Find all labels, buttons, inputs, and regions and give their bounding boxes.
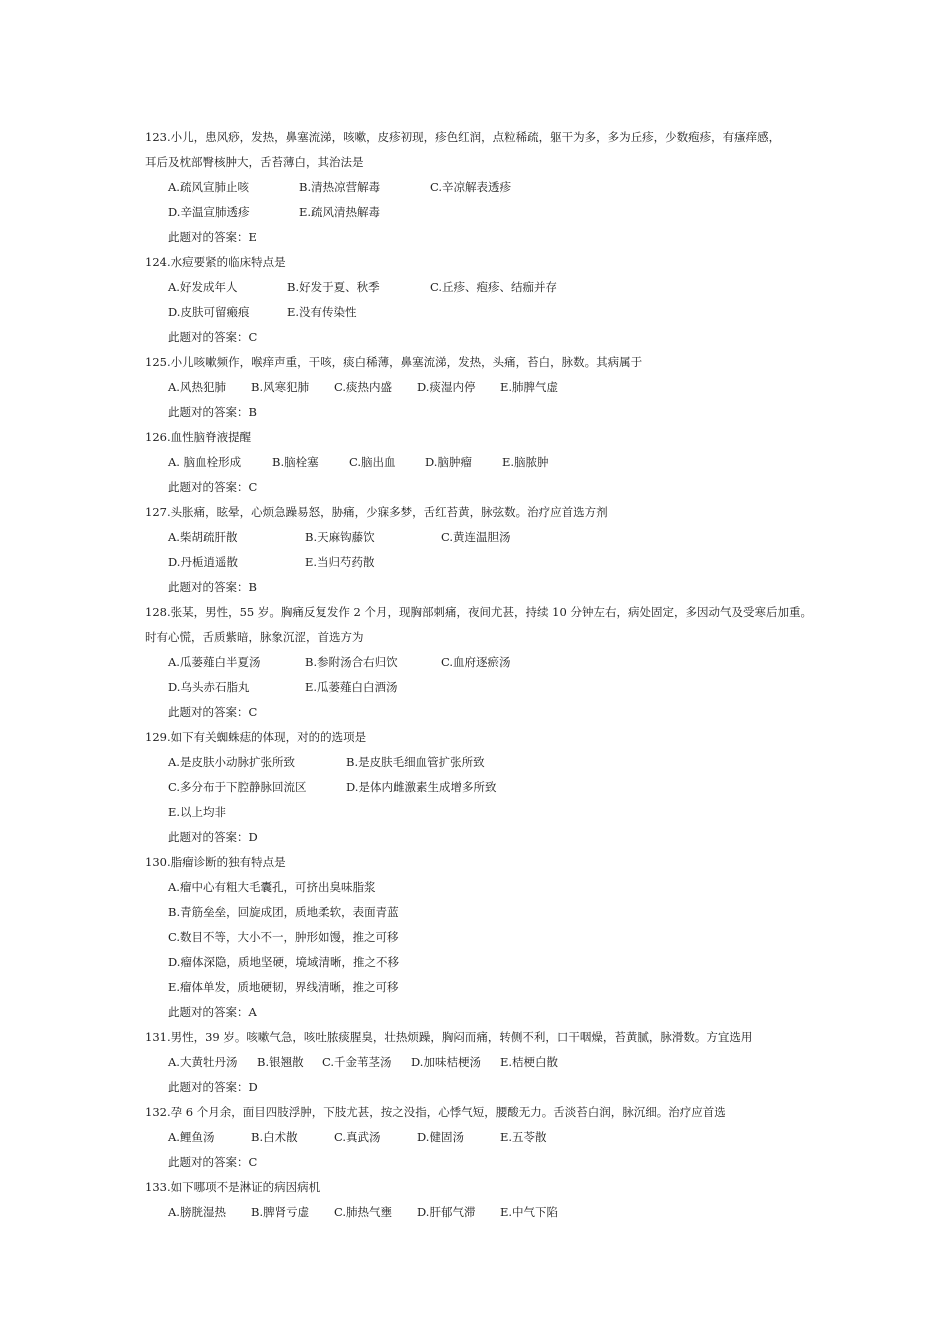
question-stem: 128.张某，男性，55 岁。胸痛反复发作 2 个月，现胸部刺痛，夜间尤甚，持续 10 分钟左右，病处固定，多因动气及受寒后加重。 (145, 605, 812, 619)
question-stem: 132.孕 6 个月余，面目四肢浮肿，下肢尤甚，按之没指，心悸气短，腰酸无力。舌淡苔白润，脉沉细。治疗应首选 (145, 1105, 726, 1119)
question-stem: 131.男性，39 岁。咳嗽气急，咳吐脓痰腥臭，壮热烦躁，胸闷而痛，转侧不利，口干咽燥，苔黄腻，脉滑数。方宜选用 (145, 1030, 753, 1044)
option: A.大黄牡丹汤 (168, 1055, 238, 1069)
question-stem: 130.脂瘤诊断的独有特点是 (145, 855, 286, 869)
option: D.健固汤 (417, 1130, 464, 1144)
option: A.风热犯肺 (168, 380, 226, 394)
option: A. 脑血栓形成 (168, 455, 242, 469)
option: D.脑肿瘤 (425, 455, 472, 469)
question-stem: 124.水痘要紧的临床特点是 (145, 255, 286, 269)
option: B.天麻钩藤饮 (305, 530, 375, 544)
option: C.黄连温胆汤 (441, 530, 511, 544)
option: E.当归芍药散 (305, 555, 375, 569)
option: A.瘤中心有粗大毛囊孔，可挤出臭味脂浆 (168, 880, 376, 894)
option: B.好发于夏、秋季 (287, 280, 380, 294)
option: B.银翘散 (257, 1055, 304, 1069)
question-stem: 耳后及枕部臀核肿大，舌苔薄白，其治法是 (145, 155, 364, 169)
answer-line: 此题对的答案：C (168, 480, 258, 494)
option: B.参附汤合右归饮 (305, 655, 398, 669)
question-stem: 133.如下哪项不是淋证的病因病机 (145, 1180, 321, 1194)
question-stem: 126.血性脑脊液提醒 (145, 430, 252, 444)
option: E.疏风清热解毒 (299, 205, 381, 219)
option: C.脑出血 (349, 455, 396, 469)
option: E.脑脓肿 (502, 455, 549, 469)
option: C.辛凉解表透疹 (430, 180, 512, 194)
option: B.清热凉营解毒 (299, 180, 381, 194)
answer-line: 此题对的答案：D (168, 830, 258, 844)
option: E.中气下陷 (500, 1205, 559, 1219)
answer-line: 此题对的答案：B (168, 405, 257, 419)
option: D.痰湿内停 (417, 380, 476, 394)
option: D.瘤体深隐，质地坚硬，境域清晰，推之不移 (168, 955, 399, 969)
option: E.以上均非 (168, 805, 227, 819)
question-stem: 时有心慌，舌质紫暗，脉象沉涩，首选方为 (145, 630, 364, 644)
option: D.肝郁气滞 (417, 1205, 476, 1219)
option: C.真武汤 (334, 1130, 381, 1144)
option: D.皮肤可留瘢痕 (168, 305, 250, 319)
option: E.瓜蒌薤白白酒汤 (305, 680, 398, 694)
option: C.痰热内盛 (334, 380, 393, 394)
option: B.白术散 (251, 1130, 298, 1144)
option: A.鲤鱼汤 (168, 1130, 215, 1144)
answer-line: 此题对的答案：B (168, 580, 257, 594)
answer-line: 此题对的答案：D (168, 1080, 258, 1094)
option: E.五苓散 (500, 1130, 547, 1144)
option: C.肺热气壅 (334, 1205, 393, 1219)
option: D.乌头赤石脂丸 (168, 680, 250, 694)
option: A.柴胡疏肝散 (168, 530, 238, 544)
option: E.桔梗白散 (500, 1055, 559, 1069)
option: E.瘤体单发，质地硬韧，界线清晰，推之可移 (168, 980, 399, 994)
option: B.风寒犯肺 (251, 380, 310, 394)
option: D.辛温宣肺透疹 (168, 205, 250, 219)
option: B.脑栓塞 (272, 455, 319, 469)
question-stem: 127.头胀痛，眩晕，心烦急躁易怒，胁痛，少寐多梦，舌红苔黄，脉弦数。治疗应首选方剂 (145, 505, 608, 519)
answer-line: 此题对的答案：E (168, 230, 257, 244)
option: A.瓜蒌薤白半夏汤 (168, 655, 261, 669)
option: B.青筋垒垒，回旋成团，质地柔软，表面青蓝 (168, 905, 399, 919)
option: A.膀胱湿热 (168, 1205, 226, 1219)
option: C.多分布于下腔静脉回流区 (168, 780, 307, 794)
option: C.数目不等，大小不一，肿形如馒，推之可移 (168, 930, 399, 944)
option: A.好发成年人 (168, 280, 238, 294)
option: B.是皮肤毛细血管扩张所致 (346, 755, 485, 769)
option: D.是体内雌激素生成增多所致 (346, 780, 497, 794)
answer-line: 此题对的答案：C (168, 1155, 258, 1169)
option: D.加味桔梗汤 (411, 1055, 481, 1069)
question-stem: 129.如下有关蜘蛛痣的体现，对的的选项是 (145, 730, 367, 744)
question-stem: 123.小儿，患风痧，发热，鼻塞流涕，咳嗽，皮疹初现，疹色红润，点粒稀疏，躯干为多，多为丘疹，少数疱疹，有瘙痒感， (145, 130, 781, 144)
question-stem: 125.小儿咳嗽频作，喉痒声重，干咳，痰白稀薄，鼻塞流涕，发热，头痛，苔白，脉数。其病属于 (145, 355, 643, 369)
option: D.丹栀逍遥散 (168, 555, 238, 569)
answer-line: 此题对的答案：A (168, 1005, 257, 1019)
answer-line: 此题对的答案：C (168, 330, 258, 344)
answer-line: 此题对的答案：C (168, 705, 258, 719)
option: A.是皮肤小动脉扩张所致 (168, 755, 295, 769)
option: B.脾肾亏虚 (251, 1205, 310, 1219)
option: C.千金苇茎汤 (322, 1055, 392, 1069)
option: C.丘疹、疱疹、结痂并存 (430, 280, 558, 294)
option: C.血府逐瘀汤 (441, 655, 511, 669)
option: E.没有传染性 (287, 305, 357, 319)
option: A.疏风宣肺止咳 (168, 180, 249, 194)
option: E.肺脾气虚 (500, 380, 559, 394)
